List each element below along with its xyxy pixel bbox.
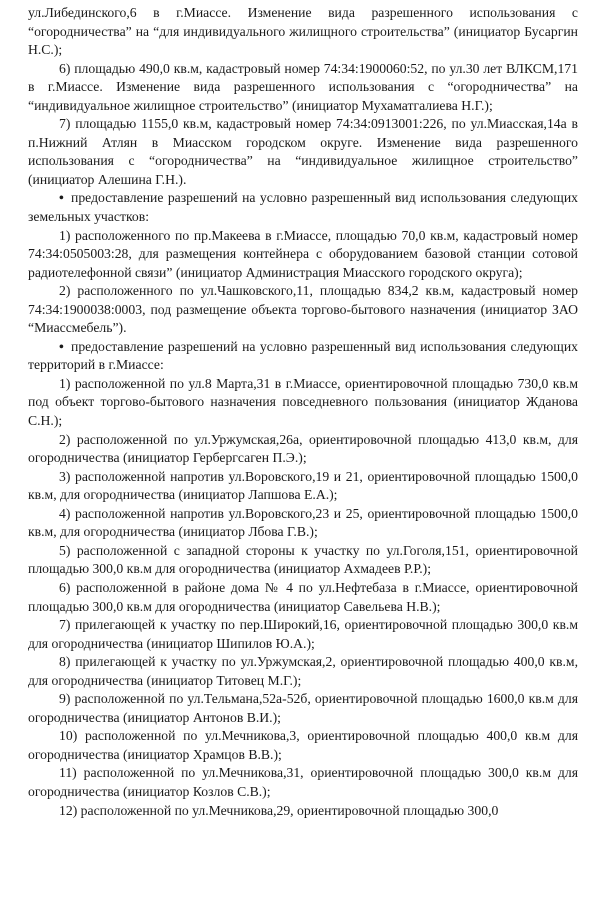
paragraph-item-7: 7) площадью 1155,0 кв.м, кадастровый номер 74:34:0913001:226, по ул.Миасская,14а в п.Нижний Атлян в Миасском городском округе. Изменение вида разрешенного использования с “огородничества” на “индивидуальное жилищное строительство” (инициатор Алешина Г.Н.).	[28, 116, 578, 187]
paragraph-continuation: ул.Либединского,6 в г.Миассе. Изменение вида разрешенного использования с “огородничества” на “для индивидуального жилищного строительства” (инициатор Бусаргин Н.С.);	[28, 5, 578, 58]
paragraph-territory-4: 4) расположенной напротив ул.Воровского,23 и 25, ориентировочной площадью 1500,0 кв.м, для огородничества (инициатор Лбова Г.В.);	[28, 505, 578, 540]
bullet-icon: •	[59, 338, 64, 354]
bullet-icon: •	[59, 190, 64, 206]
paragraph-item-6: 6) площадью 490,0 кв.м, кадастровый номер 74:34:1900060:52, по ул.30 лет ВЛКСМ,171 в г.Миассе. Изменение вида разрешенного использования с “огородничества” на “индивидуальное жилищное строительство” (инициатор Мухаматгалиева Н.Г.);	[28, 60, 578, 113]
bullet-text: предоставление разрешений на условно разрешенный вид использования следующих территорий в г.Миассе:	[28, 338, 578, 373]
paragraph-territory-7: 7) прилегающей к участку по пер.Широкий,16, ориентировочной площадью 300,0 кв.м для огородничества (инициатор Шипилов Ю.А.);	[28, 617, 578, 651]
bullet-paragraph-land-plots	[28, 189, 578, 226]
paragraph-territory-12: 12) расположенной по ул.Мечникова,29, ориентировочной площадью 300,0	[59, 802, 499, 818]
paragraph-territory-8: 8) прилегающей к участку по ул.Уржумская,2, ориентировочной площадью 400,0 кв.м, для огородничества (инициатор Титовец М.Г.);	[28, 654, 578, 688]
bullet-paragraph-territories	[28, 338, 578, 375]
bullet-text: предоставление разрешений на условно разрешенный вид использования следующих земельных участков:	[28, 190, 578, 225]
paragraph-territory-5: 5) расположенной с западной стороны к участку по ул.Гоголя,151, ориентировочной площадью 300,0 кв.м для огородничества (инициатор Ахмадеев Р.Р.);	[28, 542, 578, 577]
paragraph-plot-1: 1) расположенного по пр.Макеева в г.Миассе, площадью 70,0 кв.м, кадастровый номер 74:34:0505003:28, для размещения контейнера с оборудованием базовой станции сотовой радиотелефонной связи” (инициатор Администрация Миасского городского округа);	[28, 227, 578, 280]
paragraph-territory-10: 10) расположенной по ул.Мечникова,3, ориентировочной площадью 400,0 кв.м для огородничества (инициатор Храмцов В.В.);	[28, 728, 578, 762]
paragraph-territory-3: 3) расположенной напротив ул.Воровского,19 и 21, ориентировочной площадью 1500,0 кв.м, для огородничества (инициатор Лапшова Е.А.);	[28, 468, 578, 503]
paragraph-plot-2: 2) расположенного по ул.Чашковского,11, площадью 834,2 кв.м, кадастровый номер 74:34:1900038:0003, под размещение объекта торгово-бытового назначения (инициатор ЗАО “Миассмебель”).	[28, 283, 578, 336]
paragraph-territory-2: 2) расположенной по ул.Уржумская,26а, ориентировочной площадью 413,0 кв.м, для огородничества (инициатор Гербергсаген П.Э.);	[28, 431, 578, 466]
paragraph-territory-11: 11) расположенной по ул.Мечникова,31, ориентировочной площадью 300,0 кв.м для огородничества (инициатор Козлов С.В.);	[28, 765, 578, 799]
paragraph-territory-9: 9) расположенной по ул.Тельмана,52а-52б, ориентировочной площадью 1600,0 кв.м для огородничества (инициатор Антонов В.И.);	[28, 691, 578, 725]
paragraph-territory-1: 1) расположенной по ул.8 Марта,31 в г.Миассе, ориентировочной площадью 730,0 кв.м под объект торгово-бытового назначения повседневного пользования (инициатор Жданова С.Н.);	[28, 375, 578, 429]
paragraph-territory-6: 6) расположенной в районе дома № 4 по ул.Нефтебаза в г.Миассе, ориентировочной площадью 300,0 кв.м для огородничества (инициатор Савельева Н.В.);	[28, 579, 578, 614]
